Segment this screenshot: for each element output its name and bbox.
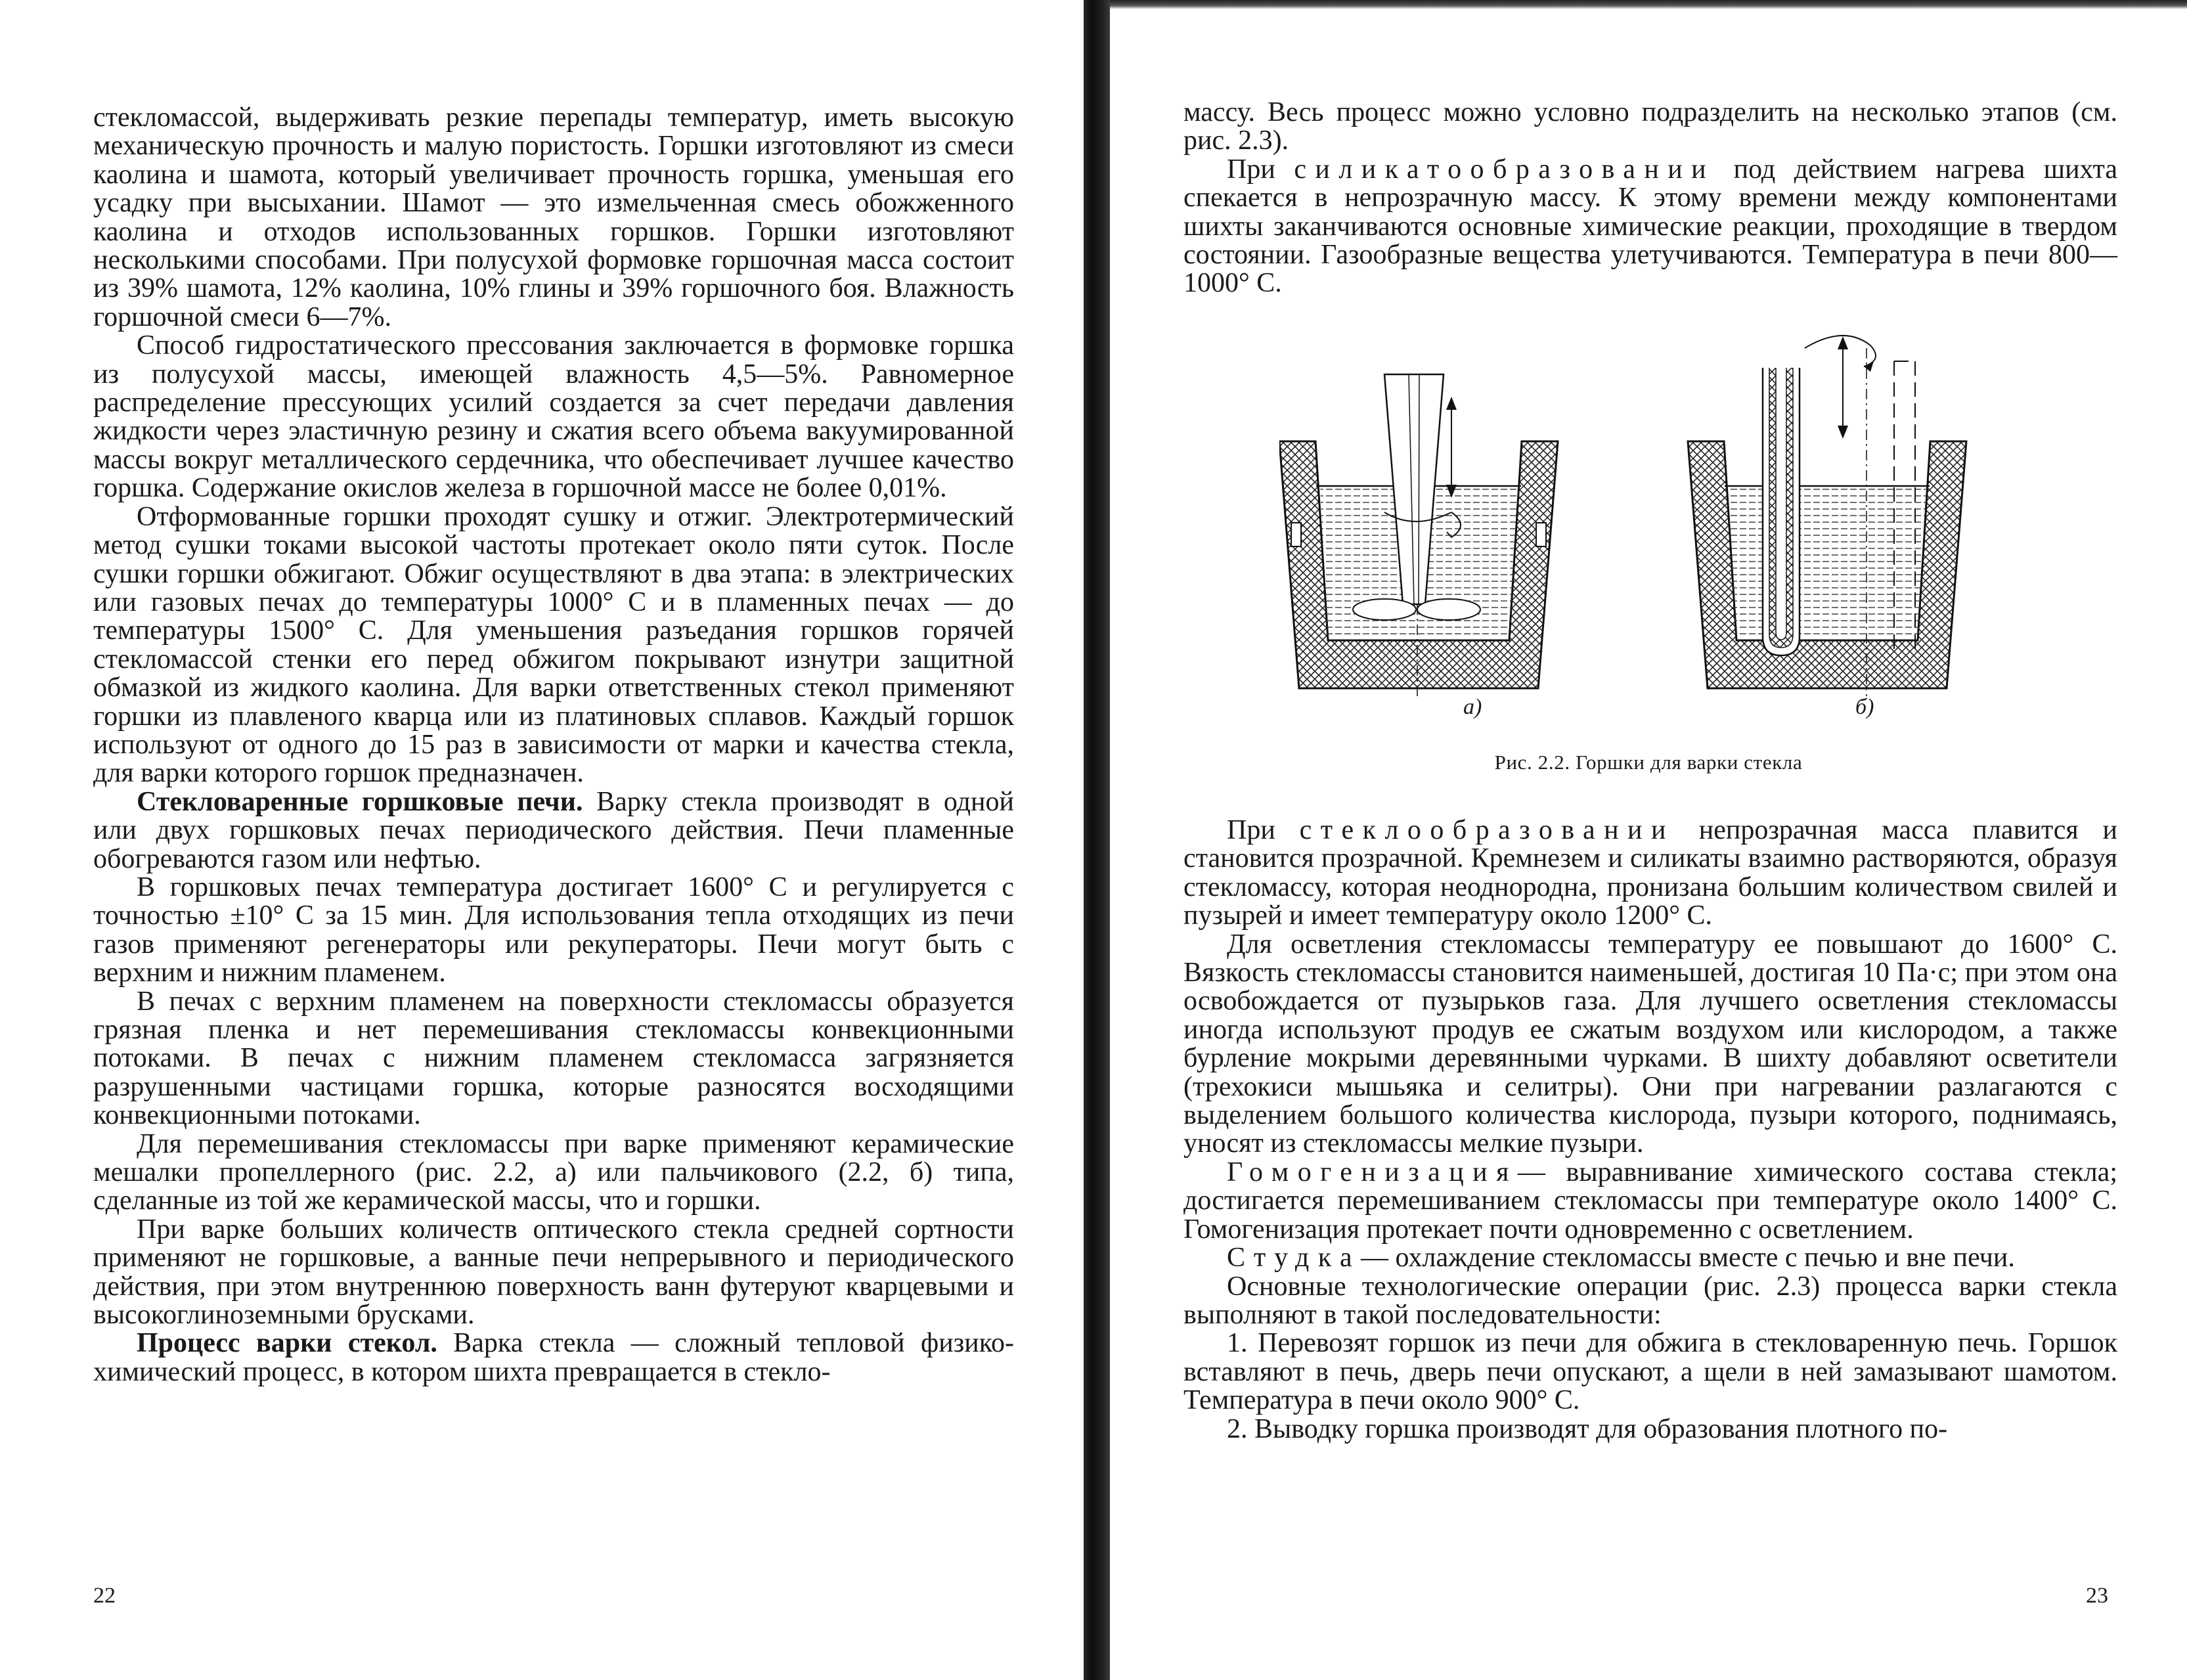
paragraph-text: Варка стекла — сложный тепловой физико-химический процесс, в котором шихта превращается в стекло- <box>93 1328 1015 1387</box>
paragraph: В горшковых печах температура достигает 1600° С и регулируется с точностью ±10° С за 15 мин. Для использования тепла отходящих из печи газов применяют регенераторы или рекуператоры. Печи могут быть с верхним и нижним пламенем. <box>93 872 1014 988</box>
right-page <box>1110 0 2187 1680</box>
figure-glass-pots <box>1279 328 1982 736</box>
paragraph <box>1183 1159 2117 1244</box>
paragraph: 2. Выводку горшка производят для образования плотного по- <box>1227 1413 1948 1444</box>
section-heading-pot-furnaces: Стекловаренные горшковые печи. <box>137 786 583 817</box>
term-homogenization: Гомогенизация <box>1227 1157 1518 1187</box>
paragraph: В печах с верхним пламенем на поверхности стекломассы образуется грязная пленка и нет перемешивания стекломассы конвекционными потоками. В печах с нижним пламенем стекломасса загрязняется разрушенными частицами горшка, которые разносятся восходящими конвекционными потоками. <box>93 986 1014 1131</box>
paragraph-text: — охлаждение стекломассы вместе с печью и вне печи. <box>1361 1243 2015 1273</box>
pot-propeller-stirrer <box>1279 374 1558 696</box>
paragraph-text: под действием нагрева шихта спекается в непрозрачную массу. К этому времени между компонентами шихты заканчиваются основные химические реакции, проходящие в твердом состоянии. Газообразные вещества улетучиваются. Температура в печи 800—1000° С. <box>1183 154 2118 299</box>
paragraph <box>93 788 1014 873</box>
term-glass-formation: стеклообразовании <box>1299 815 1675 845</box>
right-page-text-bottom <box>1183 816 2117 1444</box>
paragraph: Основные технологические операции (рис. 2.3) процесса варки стекла выполняют в такой последовательности: <box>1183 1271 2117 1330</box>
paragraph: массу. Весь процесс можно условно подразделить на несколько этапов (см. рис. 2.3). <box>1183 97 2117 156</box>
pot-finger-stirrer <box>1688 336 1966 696</box>
paragraph-text: — выравнивание химического состава стекла; достигается перемешиванием стекломассы при температуре около 1400° С. Гомогенизация протекает почти одновременно с осветлением. <box>1183 1157 2117 1245</box>
paragraph: Способ гидростатического прессования заключается в формовке горшка из полусухой массы, имеющей влажность 4,5—5%. Равномерное распределение прессующих усилий создается за счет передачи давления жидкости через эластичную резину и сжатия всего объема вакуумированной массы вокруг металлического сердечника, что обеспечивает лучшее качество горшка. Содержание окислов железа в горшочной массе не более 0,01%. <box>93 330 1014 504</box>
page-number: 22 <box>93 1583 116 1608</box>
figure-label-a: а) <box>1463 695 1482 719</box>
paragraph-text: При <box>1227 815 1275 845</box>
term-silicate-formation: силикатообразовании <box>1294 154 1715 185</box>
page-number: 23 <box>2086 1583 2108 1608</box>
paragraph: Для осветления стекломассы температуру ее повышают до 1600° С. Вязкость стекломассы становится наименьшей, достигая 10 Па·с; при этом она освобождается от пузырьков газа. Для лучшего осветления стекломассы иногда используют продув ее сжатым воздухом или кислородом, а также бурление мокрыми деревянными чурками. В шихту добавляют осветители (трехокиси мышьяка и селитры). Они при нагревании разлагаются с выделением большого количества кислорода, пузыри которого, поднимаясь, уносят из стекломассы мелкие пузыри. <box>1183 929 2117 1159</box>
paragraph-text: При <box>1227 154 1275 185</box>
paragraph <box>1183 156 2117 298</box>
right-page-text-top <box>1183 99 2117 298</box>
paragraph <box>1183 1244 2117 1272</box>
left-page-text <box>93 104 1014 1386</box>
paragraph: Для перемешивания стекломассы при варке применяют керамические мешалки пропеллерного (рис. 2.2, а) или пальчикового (2.2, б) типа, сделанные из той же керамической массы, что и горшки. <box>93 1128 1014 1216</box>
paragraph-text: Варку стекла производят в одной или двух горшковых печах периодического действия. Печи пламенные обогреваются газом или нефтью. <box>93 786 1014 874</box>
left-page <box>0 0 1084 1680</box>
book-spine <box>1084 0 1110 1680</box>
paragraph: При варке больших количеств оптического стекла средней сортности применяют не горшковые, а ванные печи непрерывного и периодического действия, при этом внутреннюю поверхность ванн футеруют кварцевыми и высокоглиноземными брусками. <box>93 1214 1014 1331</box>
paragraph <box>93 1329 1014 1386</box>
figure-caption: Рис. 2.2. Горшки для варки стекла <box>1494 751 1803 774</box>
paragraph: стекломассой, выдерживать резкие перепады температур, иметь высокую механическую прочность и малую пористость. Горшки изготовляют из смеси каолина и шамота, который увеличивает прочность горшка, уменьшая его усадку при высыхании. Шамот — это измельченная смесь обожженного каолина и отходов использованных горшков. Горшки изготовляют несколькими способами. При полусухой формовке горшочная масса состоит из 39% шамота, 12% каолина, 10% глины и 39% горшочного боя. Влажность горшочной смеси 6—7%. <box>93 102 1014 332</box>
paragraph: 1. Перевозят горшок из печи для обжига в стекловаренную печь. Горшок вставляют в печь, дверь печи опускают, а щели в ней замазывают шамотом. Температура в печи около 900° С. <box>1183 1328 2117 1416</box>
paragraph: Отформованные горшки проходят сушку и отжиг. Электротермический метод сушки токами высокой частоты протекает около пяти суток. После сушки горшки обжигают. Обжиг осуществляют в два этапа: в электрических или газовых печах до температуры 1000° С и в пламенных печах — до температуры 1500° С. Для уменьшения разъедания горшков горячей стекломассой стенки его перед обжигом покрывают изнутри защитной обмазкой из жидкого каолина. Для варки ответственных стекол применяют горшки из плавленого кварца или из платиновых сплавов. Каждый горшок используют от одного до 15 раз в зависимости от марки и качества стекла, для варки которого горшок предназначен. <box>93 501 1014 789</box>
paragraph-text: непрозрачная масса плавится и становится прозрачной. Кремнезем и силикаты взаимно растворяются, образуя стекломассу, которая неоднородна, пронизана большим количеством свилей и пузырей и имеет температуру около 1200° С. <box>1183 815 2118 931</box>
paragraph <box>1183 816 2117 931</box>
figure-label-b: б) <box>1855 695 1874 719</box>
section-heading-process: Процесс варки стекол. <box>137 1328 437 1359</box>
term-cooling: Студка <box>1227 1243 1361 1273</box>
